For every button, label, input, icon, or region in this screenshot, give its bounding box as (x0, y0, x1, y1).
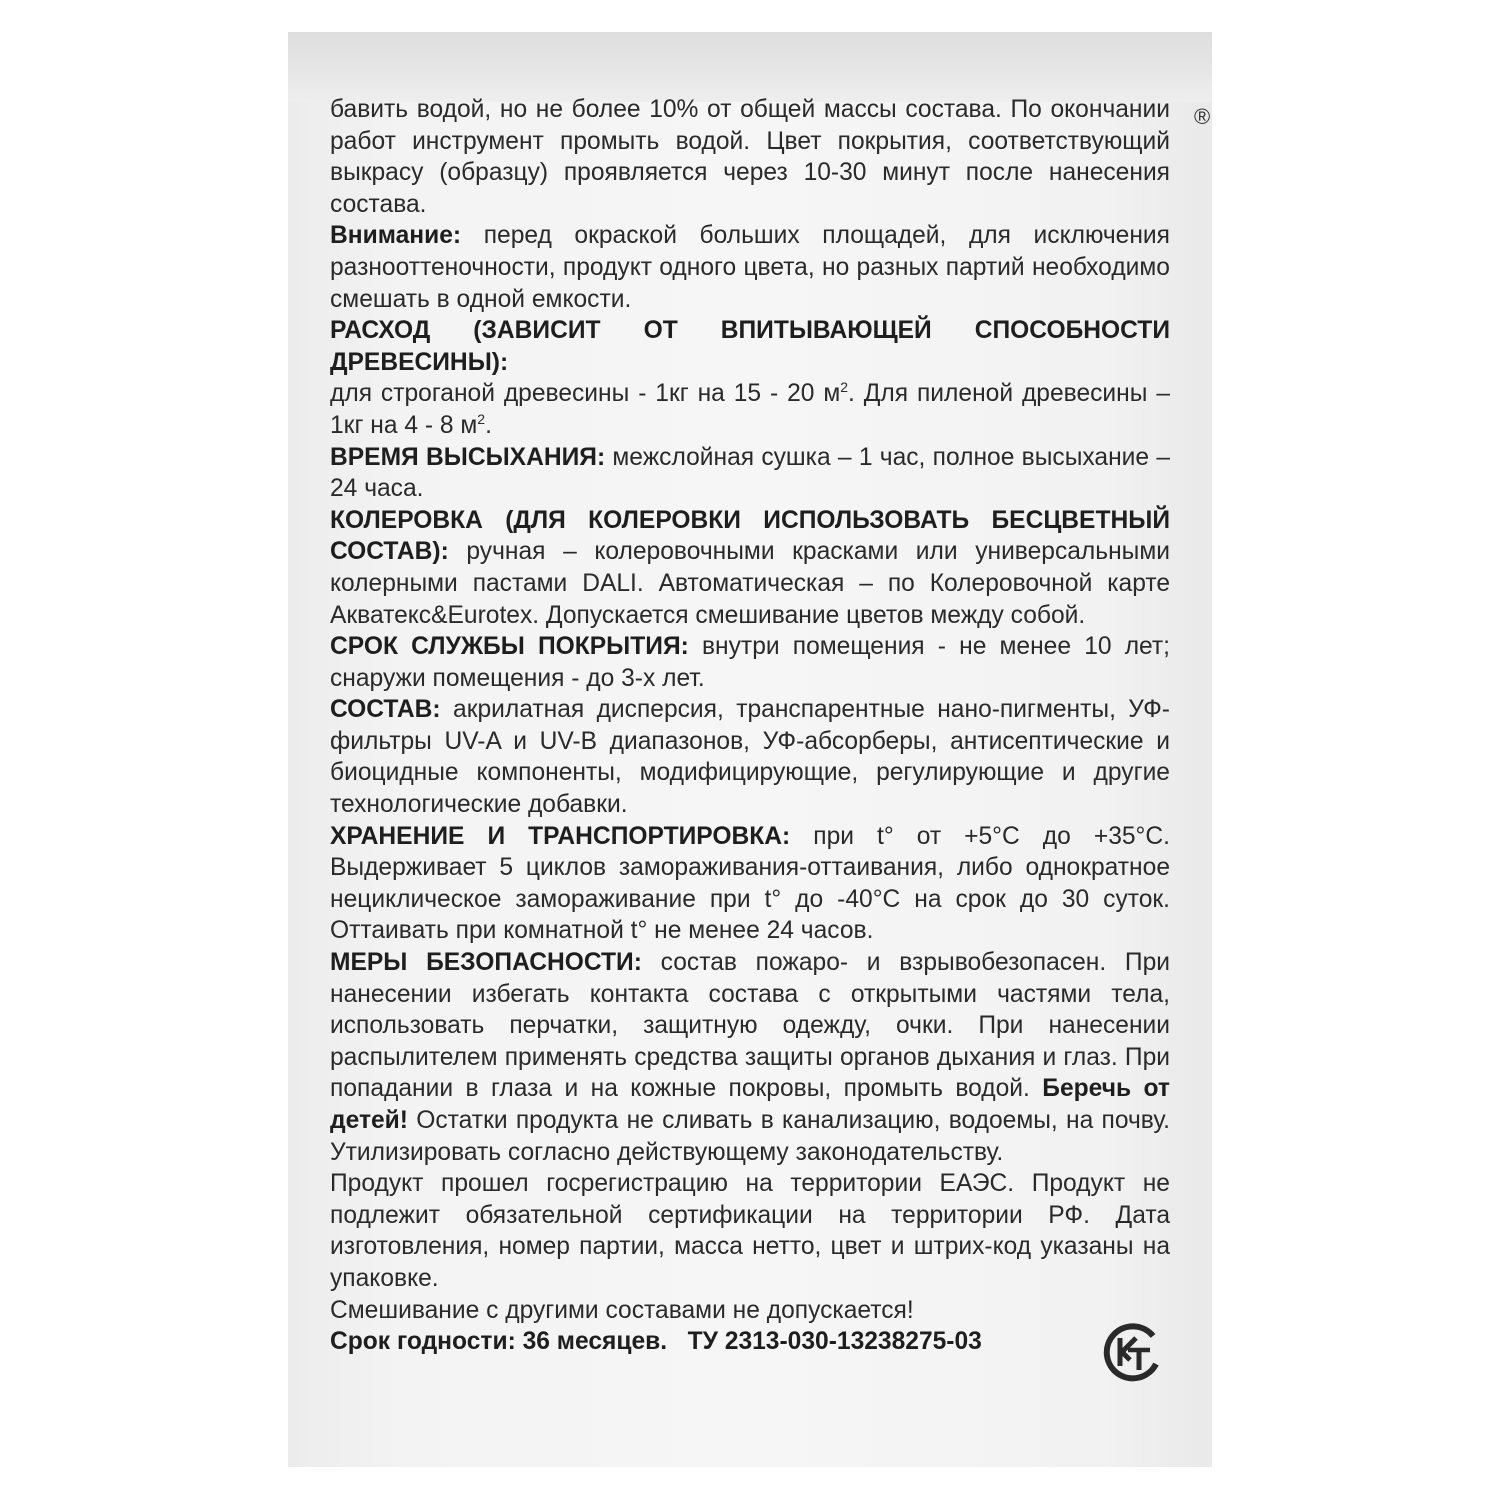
composition-paragraph (330, 694, 1170, 820)
registration-text: Продукт прошел госрегистрацию на территории ЕАЭС. Продукт не подлежит обязательной сертификации на территории РФ. Дата изготовления, номер партии, масса нетто, цвет и штрих-код указаны на упаковке. (330, 1170, 1170, 1292)
safety-heading: МЕРЫ БЕЗОПАСНОСТИ: (330, 949, 642, 977)
service-life-paragraph (330, 631, 1170, 694)
shelf-life-line (330, 1326, 1170, 1358)
service-life-text: внутри помещения - не менее 10 лет; снаружи помещения - до 3-х лет. (330, 633, 1171, 692)
attention-heading: Внимание: (330, 222, 462, 250)
intro-paragraph (330, 94, 1170, 220)
tinting-text: ручная – колеровочными красками или универсальными колерными пастами DALI. Автоматическая – по Колеровочной карте Акватекс&Eurotex. Допускается смешивание цветов между собой. (330, 538, 1170, 629)
attention-paragraph (330, 220, 1170, 315)
storage-text: при t° от +5°С до +35°С. Выдерживает 5 циклов замораживания-оттаивания, либо однократное нециклическое замораживание при t° до -40°С на срок до 30 суток. Оттаивать при комнатной t° не менее 24 часов. (330, 822, 1170, 945)
consumption-text-1: для строганой древесины - 1кг на 15 - 20 м (330, 380, 841, 408)
consumption-text-3: . (485, 411, 492, 439)
registration-paragraph (330, 1168, 1170, 1294)
consumption-text-2: . Для пиленой древесины – 1кг на 4 - 8 м (330, 380, 1170, 439)
storage-heading: ХРАНЕНИЕ И ТРАНСПОРТИРОВКА: (330, 822, 791, 850)
consumption-sup-2: 2 (477, 410, 486, 427)
label-fold-shadow (288, 32, 1212, 102)
tinting-heading: КОЛЕРОВКА (ДЛЯ КОЛЕРОВКИ ИСПОЛЬЗОВАТЬ БЕСЦВЕТНЫЙ СОСТАВ): (330, 506, 1170, 566)
instructions-text (330, 94, 1170, 1358)
consumption-heading: РАСХОД (ЗАВИСИТ ОТ ВПИТЫВАЮЩЕЙ СПОСОБНОСТИ ДРЕВЕСИНЫ): (330, 317, 1170, 376)
partial-registered-mark-icon: ® (1194, 104, 1211, 129)
safety-text: состав пожаро- и взрывобезопасен. При нанесении избегать контакта состава с открытыми частями тела, использовать перчатки, защитную одежду, очки. При нанесении распылителем применять средства защиты органов дыхания и глаз. При попадании в глаза и на кожные покровы, промыть водой. (330, 949, 1170, 1103)
drying-text: межслойная сушка – 1 час, полное высыхание – 24 часа. (330, 443, 1170, 503)
consumption-sup-1: 2 (840, 379, 849, 396)
consumption-paragraph (330, 315, 1170, 441)
safety-warning: Беречь от детей! (330, 1075, 1170, 1134)
service-life-heading: СРОК СЛУЖБЫ ПОКРЫТИЯ: (330, 633, 689, 661)
composition-heading: СОСТАВ: (330, 696, 441, 724)
safety-text-2: Остатки продукта не сливать в канализацию, водоемы, на почву. Утилизировать согласно действующему законодательству. (330, 1107, 1170, 1166)
gost-certification-mark-icon (1100, 1320, 1164, 1384)
mixing-paragraph (330, 1295, 1170, 1327)
attention-text: перед окраской больших площадей, для исключения разнооттеночности, продукт одного цвета, но разных партий необходимо смешать в одной емкости. (330, 222, 1170, 313)
storage-paragraph (330, 821, 1170, 947)
product-label (288, 32, 1212, 1467)
intro-text: бавить водой, но не более 10% от общей массы состава. По окончании работ инструмент промыть водой. Цвет покрытия, соответствующий выкрасу (образцу) проявляется через 10-30 минут после нанесения состава. (330, 96, 1170, 218)
mixing-text: Смешивание с другими составами не допускается! (330, 1296, 914, 1324)
drying-heading: ВРЕМЯ ВЫСЫХАНИЯ: (330, 443, 606, 471)
shelf-life-text: Срок годности: 36 месяцев. ТУ 2313-030-13238275-03 (330, 1328, 982, 1356)
safety-paragraph (330, 947, 1170, 1168)
drying-paragraph (330, 442, 1170, 505)
composition-text: акрилатная дисперсия, транспарентные нано-пигменты, УФ-фильтры UV-A и UV-B диапазонов, УФ-абсорберы, антисептические и биоцидные компоненты, модифицирующие, регулирующие и другие технологические добавки. (330, 696, 1170, 819)
tinting-paragraph (330, 505, 1170, 631)
